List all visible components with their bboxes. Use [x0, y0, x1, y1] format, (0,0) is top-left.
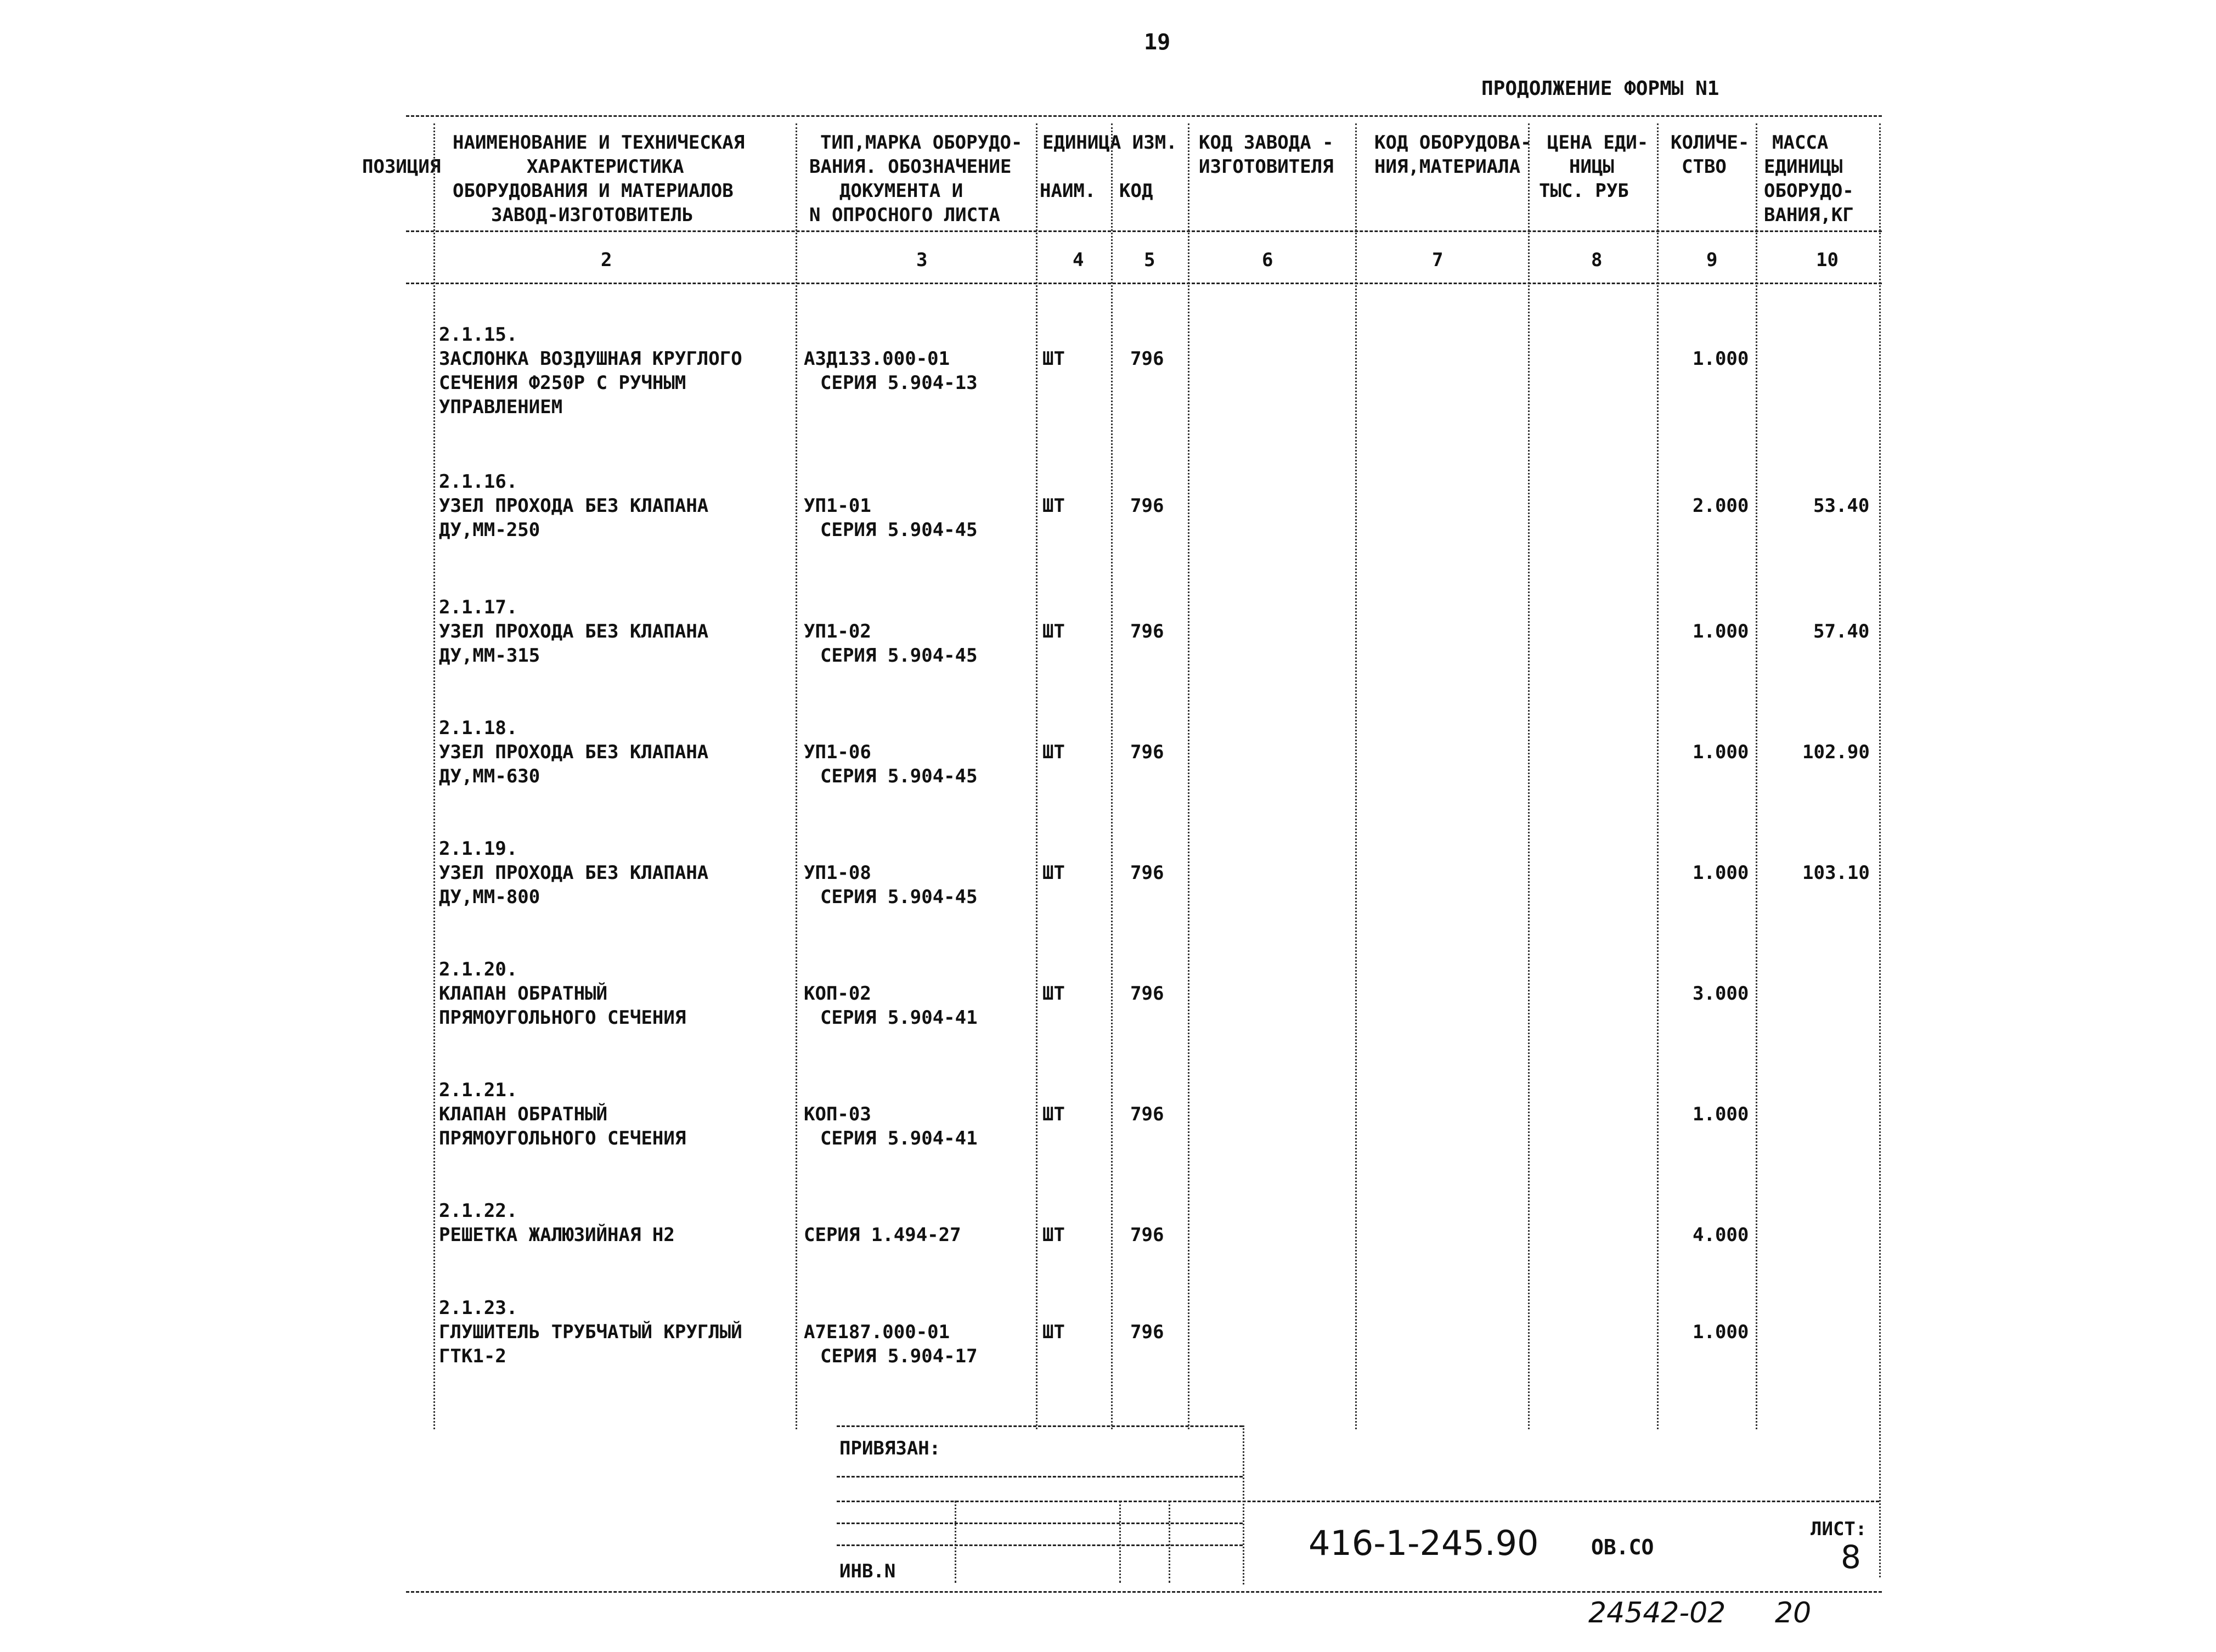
stamp-sep-3: [1169, 1501, 1170, 1583]
row-name-2: ГТК1-2: [439, 1345, 506, 1367]
continuation-title: ПРОДОЛЖЕНИЕ ФОРМЫ N1: [1481, 77, 1719, 100]
row-type-2: СЕРИЯ 5.904-45: [820, 886, 978, 908]
row-name-1: КЛАПАН ОБРАТНЫЙ: [439, 983, 608, 1005]
row-name-2: ДУ,ММ-250: [439, 519, 540, 541]
col-sep-2: [796, 123, 797, 1429]
row-name-2: ПРЯМОУГОЛЬНОГО СЕЧЕНИЯ: [439, 1007, 686, 1029]
row-type-1: А7Е187.000-01: [804, 1321, 950, 1343]
colnum-4: 4: [1073, 249, 1084, 271]
row-mass: 57.40: [1813, 621, 1870, 642]
row-unit: ШТ: [1042, 1103, 1065, 1125]
row-name-1: УЗЕЛ ПРОХОДА БЕЗ КЛАПАНА: [439, 862, 709, 884]
page-number: 19: [1144, 30, 1171, 55]
stamp-sep-2: [1119, 1501, 1121, 1583]
row-qty: 1.000: [1693, 862, 1749, 884]
row-code: 796: [1130, 621, 1164, 642]
header-unit-name: НАИМ.: [1040, 180, 1096, 202]
row-type-1: УП1-06: [804, 741, 871, 763]
row-type-1: УП1-02: [804, 621, 871, 642]
row-pos: 2.1.23.: [439, 1297, 518, 1319]
row-unit: ШТ: [1042, 621, 1065, 642]
header-col7-l2: НИЯ,МАТЕРИАЛА: [1374, 156, 1521, 178]
handwritten-page-number: 20: [1775, 1597, 1812, 1630]
stamp-rule-2: [837, 1476, 1243, 1478]
row-type-1: КОП-03: [804, 1103, 871, 1125]
rule-top: [406, 115, 1882, 117]
row-name-2: ДУ,ММ-630: [439, 765, 540, 787]
row-pos: 2.1.20.: [439, 959, 518, 980]
col-sep-7: [1528, 123, 1530, 1429]
colnum-3: 3: [916, 249, 928, 271]
header-col2-l3: ОБОРУДОВАНИЯ И МАТЕРИАЛОВ: [453, 180, 734, 202]
col-sep-1: [433, 123, 435, 1429]
col-sep-3: [1036, 123, 1037, 1429]
row-mass: 103.10: [1802, 862, 1870, 884]
header-unit: ЕДИНИЦА ИЗМ.: [1042, 132, 1177, 154]
header-col8-l1: ЦЕНА ЕДИ-: [1547, 132, 1649, 154]
row-type-2: СЕРИЯ 5.904-41: [820, 1007, 978, 1029]
row-code: 796: [1130, 1224, 1164, 1246]
row-qty: 2.000: [1693, 495, 1749, 517]
header-col7-l1: КОД ОБОРУДОВА-: [1374, 132, 1532, 154]
row-type-2: СЕРИЯ 5.904-45: [820, 765, 978, 787]
stamp-rule-4: [837, 1523, 1243, 1524]
row-code: 796: [1130, 348, 1164, 370]
header-col8-l2: НИЦЫ: [1569, 156, 1614, 178]
inv-label: ИНВ.N: [839, 1560, 896, 1582]
row-type-2: СЕРИЯ 5.904-45: [820, 519, 978, 541]
row-type-2: СЕРИЯ 5.904-13: [820, 372, 978, 394]
row-name-2: ДУ,ММ-800: [439, 886, 540, 908]
row-unit: ШТ: [1042, 1224, 1065, 1246]
section-code: ОВ.СО: [1591, 1535, 1654, 1559]
row-type-1: КОП-02: [804, 983, 871, 1005]
row-pos: 2.1.16.: [439, 471, 518, 493]
rule-header-bottom: [406, 230, 1882, 232]
row-qty: 1.000: [1693, 348, 1749, 370]
row-code: 796: [1130, 1103, 1164, 1125]
header-col10-l2: ЕДИНИЦЫ: [1764, 156, 1843, 178]
sheet-label: ЛИСТ:: [1811, 1518, 1867, 1540]
col-sep-8: [1657, 123, 1659, 1429]
row-qty: 3.000: [1693, 983, 1749, 1005]
header-col10-l3: ОБОРУДО-: [1764, 180, 1854, 202]
row-pos: 2.1.19.: [439, 838, 518, 860]
row-pos: 2.1.17.: [439, 596, 518, 618]
col-sep-4: [1111, 123, 1113, 1429]
row-mass: 53.40: [1813, 495, 1870, 517]
row-type-1: УП1-01: [804, 495, 871, 517]
privyazan-label: ПРИВЯЗАН:: [839, 1437, 941, 1459]
header-col2-l2: ХАРАКТЕРИСТИКА: [527, 156, 684, 178]
row-code: 796: [1130, 1321, 1164, 1343]
colnum-6: 6: [1262, 249, 1273, 271]
row-type-2: СЕРИЯ 5.904-45: [820, 645, 978, 667]
stamp-sep-4: [1243, 1425, 1244, 1585]
stamp-rule-5: [837, 1544, 1243, 1546]
header-col10-l4: ВАНИЯ,КГ: [1764, 204, 1854, 226]
row-pos: 2.1.22.: [439, 1200, 518, 1222]
document-code: 416-1-245.90: [1309, 1523, 1539, 1563]
handwritten-inventory-number: 24542-02: [1588, 1597, 1726, 1630]
row-unit: ШТ: [1042, 862, 1065, 884]
rule-numbers-bottom: [406, 283, 1882, 284]
row-qty: 1.000: [1693, 1321, 1749, 1343]
row-name-1: УЗЕЛ ПРОХОДА БЕЗ КЛАПАНА: [439, 495, 709, 517]
stamp-rule-3: [837, 1501, 1879, 1502]
row-qty: 1.000: [1693, 741, 1749, 763]
row-code: 796: [1130, 983, 1164, 1005]
header-unit-code: КОД: [1119, 180, 1153, 202]
stamp-sep-1: [955, 1501, 956, 1583]
row-unit: ШТ: [1042, 983, 1065, 1005]
col-sep-9: [1756, 123, 1757, 1429]
row-qty: 1.000: [1693, 1103, 1749, 1125]
colnum-2: 2: [601, 249, 612, 271]
col-sep-10: [1879, 123, 1881, 1577]
header-col2-l4: ЗАВОД-ИЗГОТОВИТЕЛЬ: [491, 204, 693, 226]
header-col6-l2: ИЗГОТОВИТЕЛЯ: [1199, 156, 1334, 178]
row-name-1: ГЛУШИТЕЛЬ ТРУБЧАТЫЙ КРУГЛЫЙ: [439, 1321, 742, 1343]
row-name-2: ПРЯМОУГОЛЬНОГО СЕЧЕНИЯ: [439, 1127, 686, 1149]
row-name-1: УЗЕЛ ПРОХОДА БЕЗ КЛАПАНА: [439, 741, 709, 763]
header-col3-l1: ТИП,МАРКА ОБОРУДО-: [820, 132, 1023, 154]
row-code: 796: [1130, 495, 1164, 517]
header-col3-l3: ДОКУМЕНТА И: [839, 180, 963, 202]
row-unit: ШТ: [1042, 741, 1065, 763]
row-pos: 2.1.15.: [439, 324, 518, 346]
col-sep-6: [1355, 123, 1357, 1429]
header-col9-l1: КОЛИЧЕ-: [1671, 132, 1750, 154]
row-qty: 1.000: [1693, 621, 1749, 642]
row-unit: ШТ: [1042, 495, 1065, 517]
row-pos: 2.1.18.: [439, 717, 518, 739]
row-type-1: СЕРИЯ 1.494-27: [804, 1224, 961, 1246]
row-type-1: УП1-08: [804, 862, 871, 884]
rule-bottom: [406, 1591, 1882, 1593]
colnum-10: 10: [1816, 249, 1839, 271]
row-type-2: СЕРИЯ 5.904-41: [820, 1127, 978, 1149]
header-col3-l2: ВАНИЯ. ОБОЗНАЧЕНИЕ: [809, 156, 1012, 178]
colnum-5: 5: [1144, 249, 1155, 271]
row-name-2: ДУ,ММ-315: [439, 645, 540, 667]
row-type-1: АЗД133.000-01: [804, 348, 950, 370]
sheet-number: 8: [1841, 1538, 1861, 1576]
row-code: 796: [1130, 741, 1164, 763]
colnum-9: 9: [1706, 249, 1718, 271]
row-unit: ШТ: [1042, 348, 1065, 370]
row-code: 796: [1130, 862, 1164, 884]
row-name-1: КЛАПАН ОБРАТНЫЙ: [439, 1103, 608, 1125]
row-name-1: ЗАСЛОНКА ВОЗДУШНАЯ КРУГЛОГО: [439, 348, 742, 370]
stamp-rule-1: [837, 1425, 1243, 1427]
row-type-2: СЕРИЯ 5.904-17: [820, 1345, 978, 1367]
header-col3-l4: N ОПРОСНОГО ЛИСТА: [809, 204, 1000, 226]
header-col9-l2: СТВО: [1682, 156, 1727, 178]
header-pos: ПОЗИЦИЯ: [362, 156, 441, 178]
header-col8-l3: ТЫС. РУБ: [1539, 180, 1629, 202]
row-name-2: СЕЧЕНИЯ Ф250Р С РУЧНЫМ: [439, 372, 686, 394]
row-name-1: РЕШЕТКА ЖАЛЮЗИЙНАЯ Н2: [439, 1224, 675, 1246]
row-name-3: УПРАВЛЕНИЕМ: [439, 396, 563, 418]
row-qty: 4.000: [1693, 1224, 1749, 1246]
colnum-8: 8: [1591, 249, 1603, 271]
header-col10-l1: МАССА: [1772, 132, 1829, 154]
header-col6-l1: КОД ЗАВОДА -: [1199, 132, 1334, 154]
row-mass: 102.90: [1802, 741, 1870, 763]
col-sep-5: [1188, 123, 1189, 1429]
row-name-1: УЗЕЛ ПРОХОДА БЕЗ КЛАПАНА: [439, 621, 709, 642]
header-col2-l1: НАИМЕНОВАНИЕ И ТЕХНИЧЕСКАЯ: [453, 132, 745, 154]
row-unit: ШТ: [1042, 1321, 1065, 1343]
row-pos: 2.1.21.: [439, 1079, 518, 1101]
colnum-7: 7: [1432, 249, 1443, 271]
